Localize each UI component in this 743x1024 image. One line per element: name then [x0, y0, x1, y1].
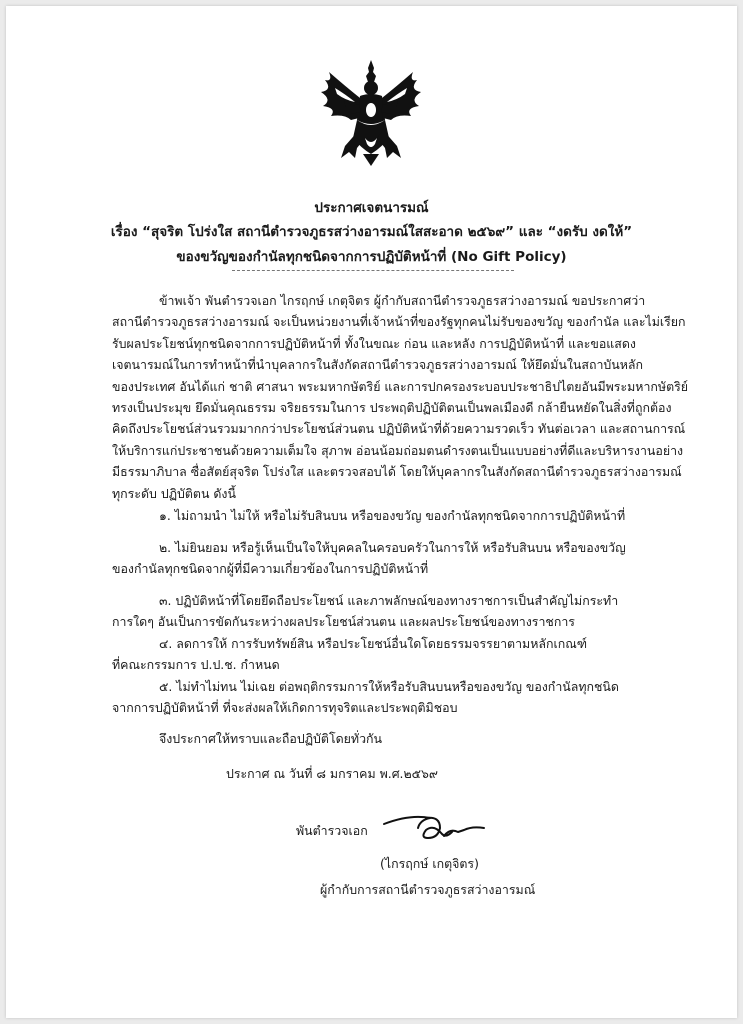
item-1 [112, 505, 625, 526]
item-line: ๓. ปฏิบัติหน้าที่โดยยึดถือประโยชน์ และภาพลักษณ์ของทางราชการเป็นสำคัญไม่กระทำ [159, 593, 619, 608]
item-4 [112, 633, 587, 676]
intro-line: ทุกระดับ ปฏิบัติตน ดังนี้ [112, 485, 236, 501]
intro-line: ข้าพเจ้า พันตำรวจเอก ไกรฤกษ์ เกตุจิตร ผู้กำกับสถานีตำรวจภูธรสว่างอารมณ์ ขอประกาศว่า [159, 293, 646, 308]
signer-position: ผู้กำกับการสถานีตำรวจภูธรสว่างอารมณ์ [320, 882, 536, 897]
intro-line: ของประเทศ อันได้แก่ ชาติ ศาสนา พระมหากษัตริย์ และการปกครองระบอบประชาธิปไตยอันมีพระมหากษัตริย์ [112, 378, 689, 394]
item-line: ๕. ไม่ทำไม่ทน ไม่เฉย ต่อพฤติกรรมการให้หรือรับสินบนหรือของขวัญ ของกำนัลทุกชนิด [159, 679, 619, 694]
item-line: จากการปฏิบัติหน้าที่ ที่จะส่งผลให้เกิดการทุจริตและประพฤติมิชอบ [112, 700, 458, 716]
intro-line: เจตนารมณ์ในการทำหน้าที่นำบุคลากรในสังกัดสถานีตำรวจภูธรสว่างอารมณ์ ให้ยึดมั่นในสถาบันหลัก [112, 357, 644, 373]
item-line: ๒. ไม่ยินยอม หรือรู้เห็นเป็นใจให้บุคคลในครอบครัวในการให้ หรือรับสินบน หรือของขวัญ [159, 540, 626, 555]
title-divider [232, 270, 514, 271]
item-5 [112, 676, 619, 719]
item-2 [112, 537, 626, 580]
item-line: ๑. ไม่ถามนำ ไม่ให้ หรือไม่รับสินบน หรือของขวัญ ของกำนัลทุกชนิดจากการปฏิบัติหน้าที่ [159, 508, 626, 523]
document-subject: เรื่อง “สุจริต โปร่งใส สถานีตำรวจภูธรสว่างอารมณ์ใสสะอาด ๒๕๖๙” และ “งดรับ งดให้” [110, 224, 633, 240]
intro-line: มีธรรมาภิบาล ซื่อสัตย์สุจริต โปร่งใส และตรวจสอบได้ โดยให้บุคลากรในสังกัดสถานีตำรวจภูธรสว่างอารมณ์ [112, 464, 682, 480]
item-line: ๔. ลดการให้ การรับทรัพย์สิน หรือประโยชน์อื่นใดโดยธรรมจรรยาตามหลักเกณฑ์ [159, 636, 588, 651]
announcement-date: ประกาศ ณ วันที่ ๘ มกราคม พ.ศ.๒๕๖๙ [226, 766, 438, 781]
intro-paragraph [112, 290, 688, 504]
document-subtitle: ของขวัญของกำนัลทุกชนิดจากการปฏิบัติหน้าที่ (No Gift Policy) [176, 249, 567, 265]
item-line: การใดๆ อันเป็นการขัดกันระหว่างผลประโยชน์ส่วนตน และผลประโยชน์ของทางราชการ [112, 614, 575, 630]
signer-rank: พันตำรวจเอก [296, 823, 368, 838]
intro-line: รับผลประโยชน์ทุกชนิดจากการปฏิบัติหน้าที่ ทั้งในขณะ ก่อน และหลัง การปฏิบัติหน้าที่ และขอแสดง [112, 335, 636, 351]
handwritten-signature-icon [380, 808, 490, 858]
garuda-emblem-icon [315, 58, 427, 168]
intro-line: สถานีตำรวจภูธรสว่างอารมณ์ จะเป็นหน่วยงานที่เจ้าหน้าที่ของรัฐทุกคนไม่รับของขวัญ ของกำนัล และไม่เรียก [112, 314, 686, 330]
signer-name: (ไกรฤกษ์ เกตุจิตร) [380, 856, 479, 871]
document-title: ประกาศเจตนารมณ์ [314, 200, 429, 216]
item-3 [112, 590, 618, 633]
intro-line: คิดถึงประโยชน์ส่วนรวมมากกว่าประโยชน์ส่วนตน ปฏิบัติหน้าที่ด้วยความรวดเร็ว ทันต่อเวลา และสถานการณ์ [112, 421, 686, 437]
intro-line: ให้บริการแก่ประชาชนด้วยความเต็มใจ สุภาพ อ่อนน้อมถ่อมตนดำรงตนเป็นแบบอย่างที่ดีและบริหารงานอย่าง [112, 442, 684, 458]
closing-statement: จึงประกาศให้ทราบและถือปฏิบัติโดยทั่วกัน [159, 731, 383, 746]
item-line: ที่คณะกรรมการ ป.ป.ช. กำหนด [112, 657, 280, 673]
intro-line: ทรงเป็นประมุข ยึดมั่นคุณธรรม จริยธรรมในการ ประพฤติปฏิบัติตนเป็นพลเมืองดี กล้ายืนหยัดในสิ่งที่ถูกต้อง [112, 400, 672, 416]
item-line: ของกำนัลทุกชนิดจากผู้ที่มีความเกี่ยวข้องในการปฏิบัติหน้าที่ [112, 561, 429, 577]
